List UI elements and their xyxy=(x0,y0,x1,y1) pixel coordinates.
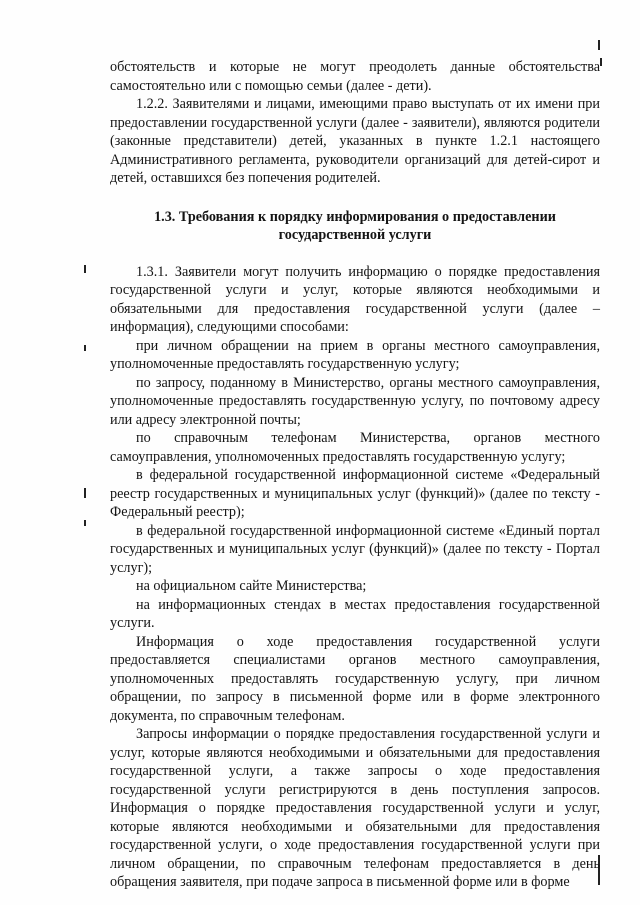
scan-mark xyxy=(600,58,602,66)
paragraph-progress-info: Информация о ходе предоставления государственной услуги предоставляется специалистами органов местного самоуправления, уполномоченных предоставлять государственную услугу, при личном обращении, по запросу в письменной форме или в форме электронного документа, по справочным телефонам. xyxy=(110,633,600,724)
paragraph-1-2-2: 1.2.2. Заявителями и лицами, имеющими право выступать от их имени при предоставлении государственной услуги (далее - заявители), являются родители (законные представители) детей, указанных в пункте 1.2.1 настоящего Административного регламента, руководители организаций для детей-сирот и детей, оставшихся без попечения родителей. xyxy=(110,96,600,186)
list-item-website: на официальном сайте Министерства; xyxy=(136,578,367,594)
list-item-portal: в федеральной государственной информационной системе «Единый портал государственных и муниципальных услуг (функций)» (далее по тексту - Портал услуг); xyxy=(110,522,600,576)
paragraph-1: обстоятельств и которые не могут преодолеть данные обстоятельства самостоятельно или с помощью семьи (далее - дети). xyxy=(110,59,600,94)
paragraph-requests: Запросы информации о порядке предоставления государственной услуги и услуг, которые являются необходимыми и обязательными для предоставления государственной услуги, а также запросы о ходе предоставления государственной услуги регистрируются в день поступления запросов. Информация о порядке предоставления государственной услуги и услуг, которые являются необходимыми и обязательными для предоставления государственной услуги, о ходе предоставления государственной услуги при личном обращении, по справочным телефонам предоставляется в день обращения заявителя, при подаче запроса в письменной форме или в форме xyxy=(110,726,600,890)
list-item-request: по запросу, поданному в Министерство, органы местного самоуправления, уполномоченные предоставлять государственную услугу, по почтовому адресу или адресу электронной почты; xyxy=(110,374,600,428)
scan-mark xyxy=(84,345,86,351)
list-item-phones: по справочным телефонам Министерства, органов местного самоуправления, уполномоченных предоставлять государственную услугу; xyxy=(110,430,600,465)
scan-mark xyxy=(598,40,600,50)
scan-mark xyxy=(84,520,86,526)
document-body xyxy=(110,58,600,892)
list-item-personal: при личном обращении на прием в органы местного самоуправления, уполномоченные предоставлять государственную услугу; xyxy=(110,337,600,372)
section-heading: 1.3. Требования к порядку информирования о предоставлении государственной услуги xyxy=(154,208,556,243)
list-item-federal-registry: в федеральной государственной информационной системе «Федеральный реестр государственных и муниципальных услуг (функций)» (далее по тексту - Федеральный реестр); xyxy=(110,467,600,520)
list-item-stands: на информационных стендах в местах предоставления государственной услуги. xyxy=(110,596,600,631)
scan-mark xyxy=(84,488,86,498)
paragraph-1-3-1: 1.3.1. Заявители могут получить информацию о порядке предоставления государственной услуги и услуг, которые являются необходимыми и обязательными для предоставления государственной услуги (далее – информация), следующими способами: xyxy=(110,263,600,335)
scan-mark xyxy=(84,265,86,273)
